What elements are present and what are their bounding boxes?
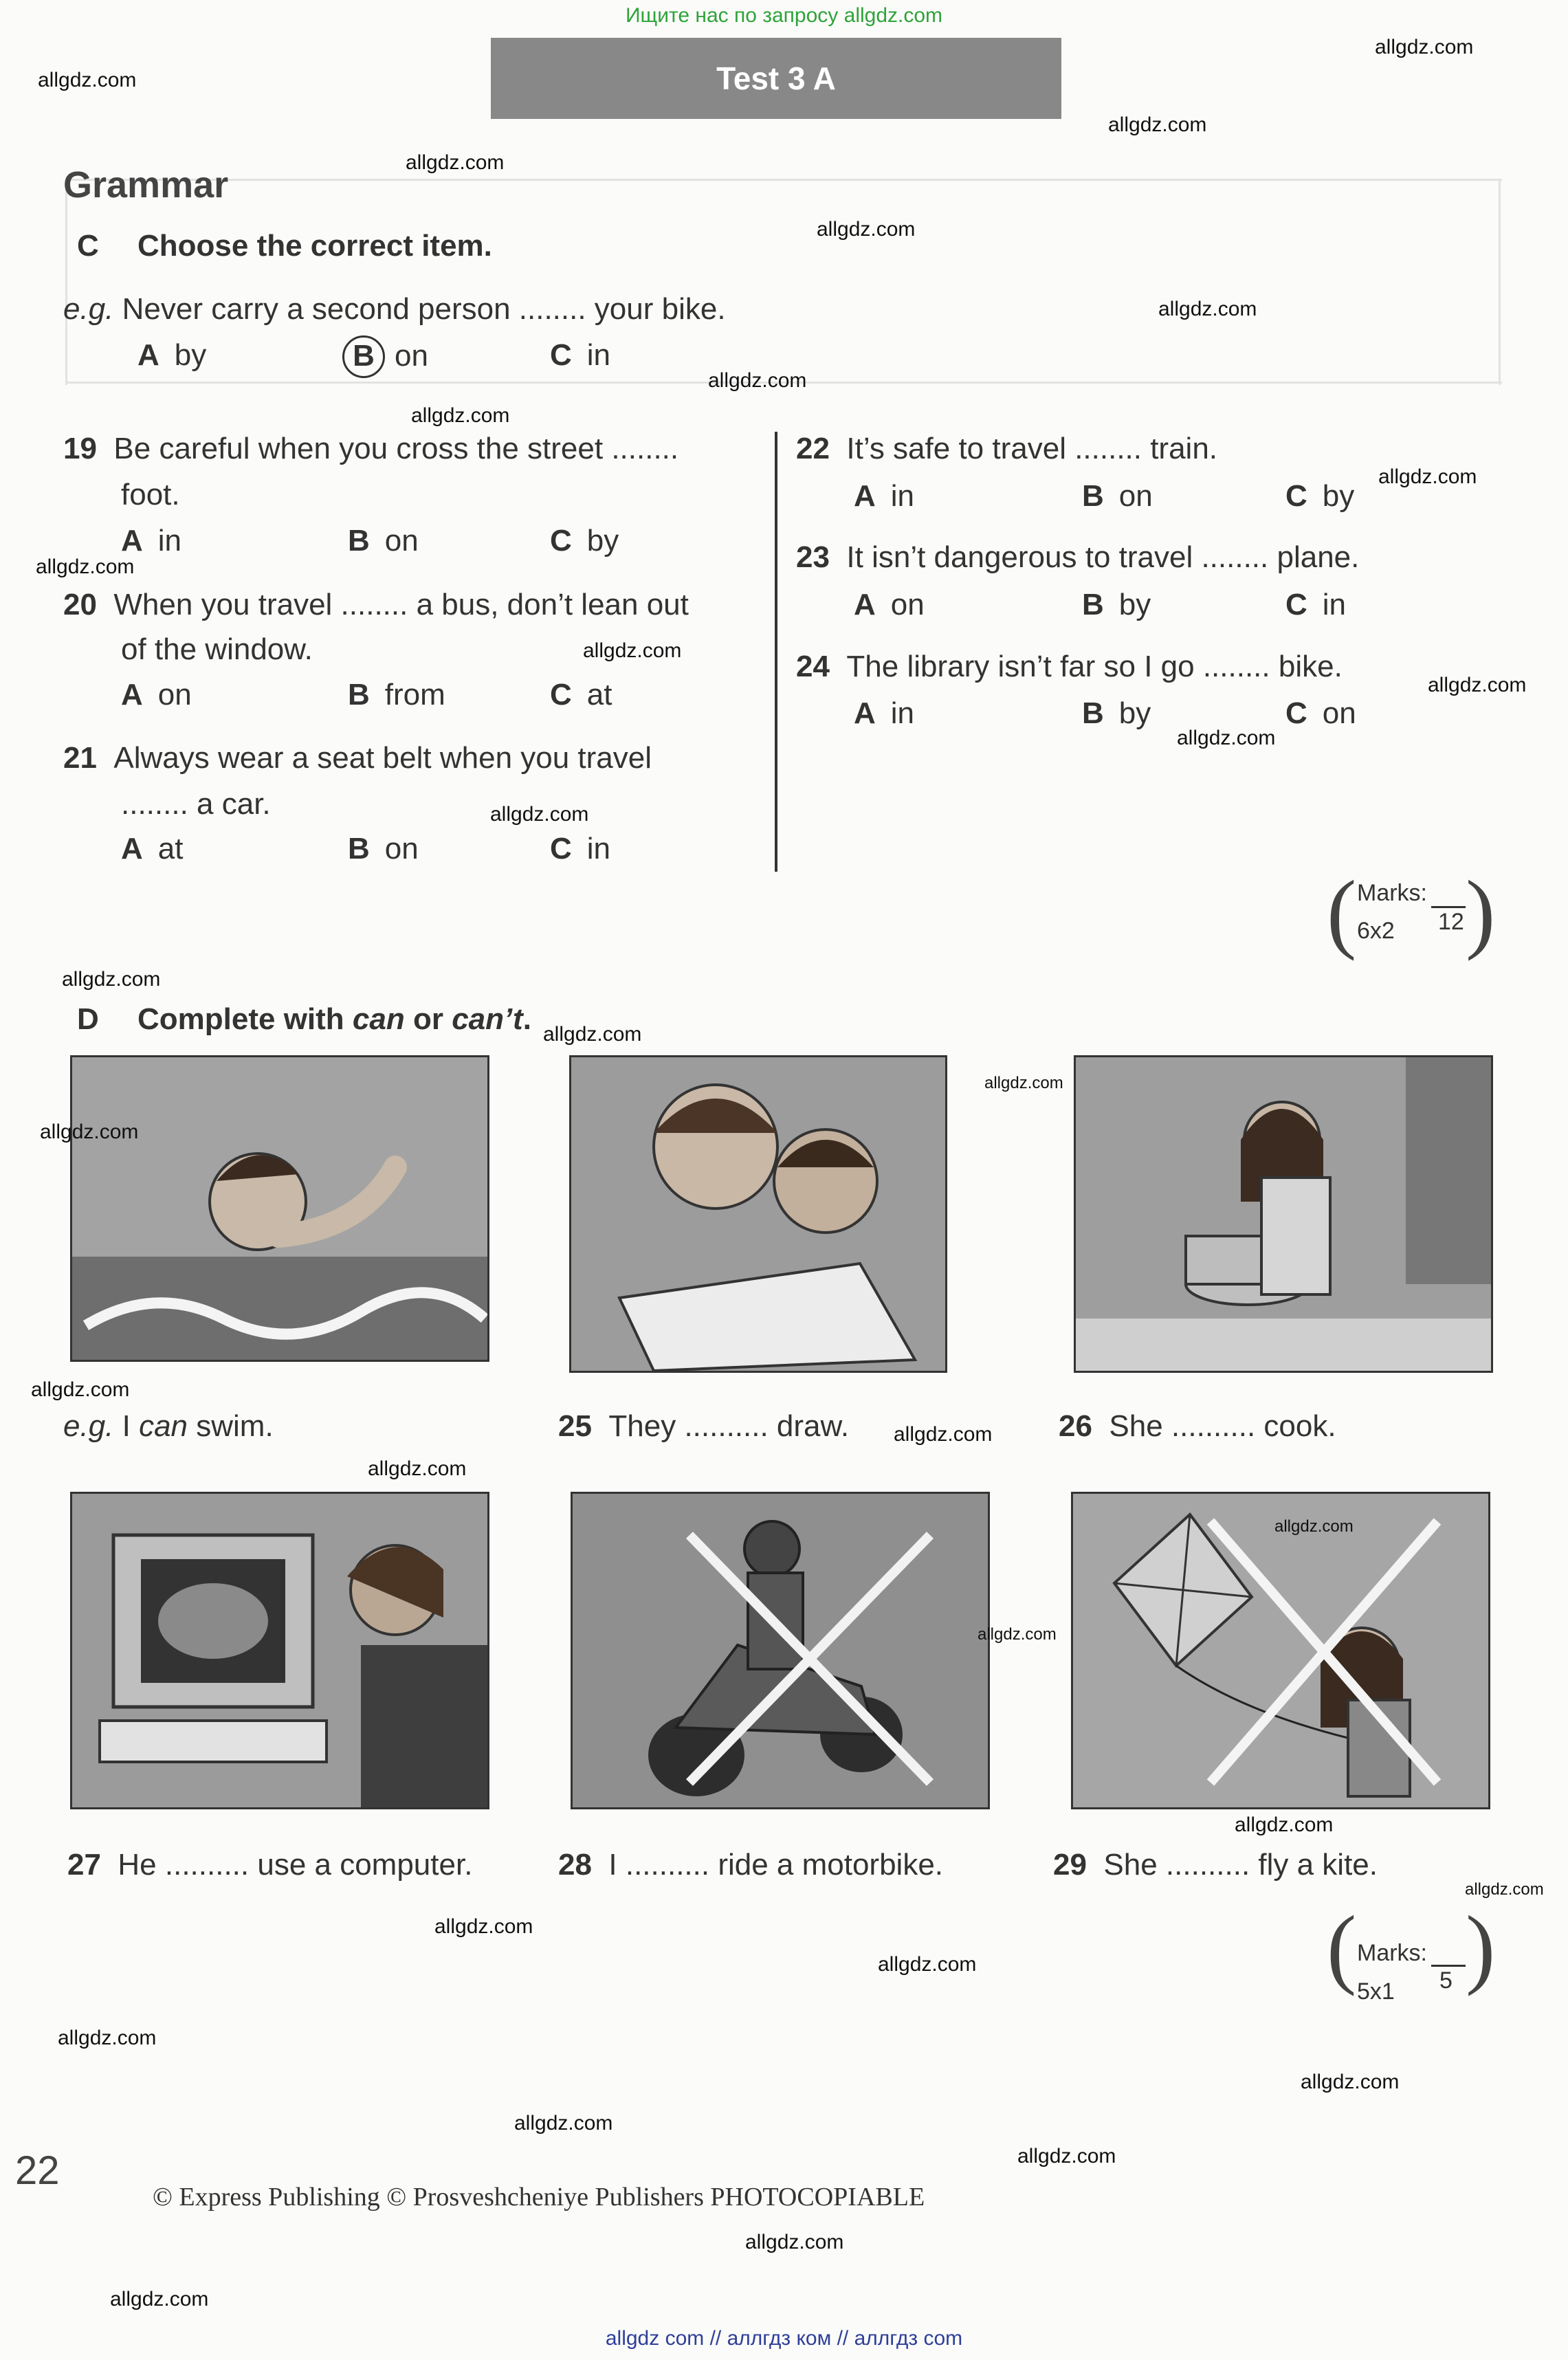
watermark: allgdz.com (745, 2231, 844, 2253)
question-28: 28 I .......... ride a motorbike. (558, 1848, 944, 1882)
motorbike-crossed-image (571, 1492, 990, 1809)
watermark: allgdz.com (1301, 2071, 1400, 2093)
q24-option-b: B by (1082, 696, 1151, 730)
watermark: allgdz.com (583, 639, 682, 662)
question-21: 21 Always wear a seat belt when you travel (63, 741, 652, 775)
question-21-line2: ........ a car. (121, 787, 271, 821)
q22-option-c: C by (1285, 479, 1355, 513)
marks-c-rule (1431, 906, 1466, 908)
watermark: allgdz.com (1428, 674, 1527, 696)
q19-option-c: C by (550, 524, 619, 558)
example-option-b: B on (342, 335, 428, 378)
question-27: 27 He .......... use a computer. (67, 1848, 473, 1882)
watermark: allgdz.com (708, 369, 807, 392)
marks-d-rule (1431, 1965, 1466, 1967)
watermark: allgdz.com (38, 69, 137, 91)
q21-option-c: C in (550, 832, 611, 865)
watermark: allgdz.com (62, 968, 161, 991)
q22-option-b: B on (1082, 479, 1153, 513)
q24-option-c: C on (1285, 696, 1356, 730)
computer-illustration (72, 1494, 487, 1807)
q22-option-a: A in (854, 479, 915, 513)
marks-c-left-paren: ( (1327, 863, 1357, 962)
section-title: Grammar (63, 164, 229, 206)
watermark: allgdz.com (31, 1378, 130, 1401)
page-number: 22 (15, 2148, 60, 2193)
watermark: allgdz.com (1177, 727, 1276, 749)
drawing-illustration (571, 1057, 945, 1371)
watermark: allgdz.com (1274, 1517, 1354, 1536)
swimming-boy-image (70, 1055, 489, 1362)
q20-option-c: C at (550, 678, 612, 712)
children-drawing-image (569, 1055, 947, 1373)
watermark: allgdz.com (58, 2027, 157, 2049)
watermark: allgdz.com (1017, 2145, 1116, 2168)
question-19: 19 Be careful when you cross the street ........ (63, 432, 679, 465)
watermark: allgdz.com (110, 2288, 209, 2311)
column-divider (775, 432, 777, 872)
marks-c-label: Marks: (1357, 880, 1427, 906)
q20-option-b: B from (348, 678, 445, 712)
boy-computer-image (70, 1492, 489, 1809)
marks-d-label: Marks: (1357, 1940, 1427, 1966)
marks-c-right-paren: ) (1466, 863, 1496, 962)
ghost-line (65, 179, 67, 385)
question-20-line2: of the window. (121, 632, 313, 666)
example-d: e.g. I can swim. (63, 1409, 274, 1443)
watermark: allgdz.com (984, 1074, 1063, 1092)
watermark: allgdz.com (490, 803, 589, 826)
watermark: allgdz.com (406, 151, 505, 174)
section-c-instruction: Choose the correct item. (137, 229, 492, 263)
watermark: allgdz.com (978, 1625, 1057, 1644)
question-22: 22 It’s safe to travel ........ train. (796, 432, 1218, 465)
watermark: allgdz.com (368, 1457, 467, 1480)
copyright: © Express Publishing © Prosveshcheniye Publishers PHOTOCOPIABLE (153, 2183, 925, 2212)
q19-option-b: B on (348, 524, 419, 558)
marks-d-total: 5 (1439, 1967, 1453, 1994)
q24-option-a: A in (854, 696, 915, 730)
kite-crossed-image (1071, 1492, 1490, 1809)
bottom-banner[interactable]: allgdz com // аллгдз ком // аллгдз com (605, 2327, 963, 2350)
marks-d-right-paren: ) (1466, 1898, 1496, 1997)
watermark: allgdz.com (40, 1121, 139, 1143)
watermark: allgdz.com (1375, 36, 1474, 58)
watermark: allgdz.com (1465, 1880, 1544, 1899)
girl-cooking-image (1074, 1055, 1493, 1373)
watermark: allgdz.com (434, 1915, 533, 1938)
question-25: 25 They .......... draw. (558, 1409, 850, 1443)
test-title-bar (491, 38, 1061, 119)
marks-d-left-paren: ( (1327, 1898, 1357, 1997)
top-banner[interactable]: Ищите нас по запросу allgdz.com (625, 4, 943, 27)
ghost-line (1499, 179, 1501, 385)
kite-illustration (1073, 1494, 1488, 1807)
selected-circle: B (342, 335, 385, 378)
watermark: allgdz.com (514, 2112, 613, 2135)
question-26: 26 She .......... cook. (1059, 1409, 1336, 1443)
watermark: allgdz.com (543, 1023, 642, 1046)
cooking-illustration (1076, 1057, 1491, 1371)
q23-option-a: A on (854, 588, 925, 621)
test-title: Test 3 A (716, 60, 836, 96)
ghost-line (65, 179, 1502, 181)
section-d-letter: D (77, 1002, 99, 1036)
swimming-illustration (72, 1057, 487, 1360)
watermark: allgdz.com (894, 1423, 993, 1446)
watermark: allgdz.com (1108, 113, 1207, 136)
q23-option-c: C in (1285, 588, 1347, 621)
q20-option-a: A on (121, 678, 192, 712)
watermark: allgdz.com (878, 1953, 977, 1976)
q23-option-b: B by (1082, 588, 1151, 621)
motorbike-illustration (573, 1494, 988, 1807)
watermark: allgdz.com (1158, 298, 1257, 320)
example-sentence: Never carry a second person ........ your bike. (122, 292, 726, 326)
q21-option-b: B on (348, 832, 419, 865)
q21-option-a: A at (121, 832, 184, 865)
marks-c-calc: 6x2 (1357, 918, 1395, 944)
section-c-letter: C (77, 229, 99, 263)
example-prefix: e.g. (63, 292, 114, 326)
question-19-line2: foot. (121, 478, 180, 511)
marks-d-calc: 5x1 (1357, 1978, 1395, 2005)
question-20: 20 When you travel ........ a bus, don’t lean out (63, 588, 689, 621)
watermark: allgdz.com (1378, 465, 1477, 488)
watermark: allgdz.com (1235, 1813, 1334, 1836)
watermark: allgdz.com (36, 555, 135, 578)
example-line (63, 292, 726, 327)
q19-option-a: A in (121, 524, 182, 558)
example-option-a: A by (137, 338, 207, 372)
marks-c-total: 12 (1438, 909, 1464, 935)
section-d-instruction: Complete with can or can’t. (137, 1002, 531, 1036)
question-23: 23 It isn’t dangerous to travel ........ plane. (796, 540, 1360, 574)
question-24: 24 The library isn’t far so I go ........ bike. (796, 650, 1343, 683)
example-option-c: C in (550, 338, 611, 372)
watermark: allgdz.com (817, 218, 916, 241)
watermark: allgdz.com (411, 404, 510, 427)
question-29: 29 She .......... fly a kite. (1053, 1848, 1378, 1882)
